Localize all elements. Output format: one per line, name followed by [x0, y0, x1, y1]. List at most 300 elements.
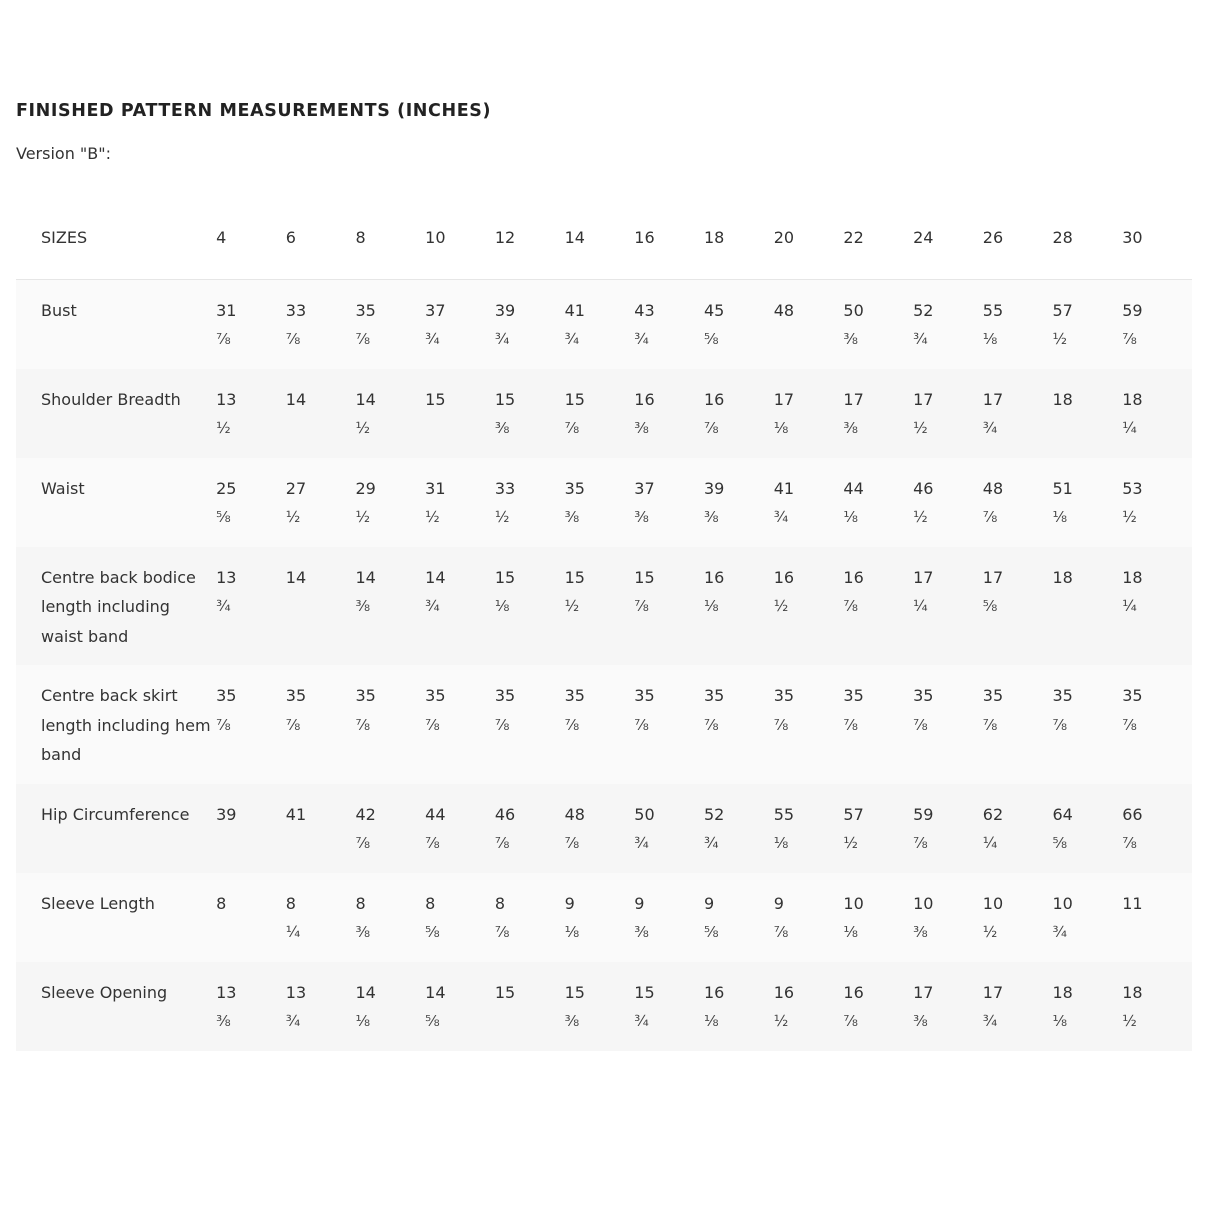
measurement-cell — [1122, 369, 1192, 458]
measurement-cell — [1122, 665, 1192, 784]
measurement-fraction: ⅞ — [425, 834, 440, 852]
measurement-fraction: ⅜ — [843, 419, 858, 437]
measurement-fraction: ⅝ — [1052, 834, 1068, 852]
measurement-cell — [565, 547, 635, 666]
measurement-fraction: ⅞ — [1052, 715, 1068, 734]
measurement-fraction: ¼ — [285, 923, 301, 941]
measurement-whole: 17 — [773, 389, 795, 409]
table-row — [16, 784, 1192, 873]
measurement-whole: 16 — [634, 389, 655, 409]
measurement-cell — [704, 547, 774, 666]
table-row — [16, 458, 1192, 547]
measurement-cell — [704, 369, 774, 458]
measurement-whole: 31 — [216, 300, 237, 320]
size-header-cell: 14 — [565, 200, 635, 279]
measurement-cell — [843, 369, 913, 458]
measurement-cell — [774, 962, 844, 1051]
measurement-whole: 17 — [913, 389, 934, 409]
measurement-cell — [216, 873, 286, 962]
measurement-cell — [1122, 547, 1192, 666]
table-row — [16, 547, 1192, 666]
size-header-cell: 22 — [843, 200, 913, 279]
measurement-whole: 66 — [1122, 804, 1143, 824]
measurement-whole: 17 — [982, 389, 1004, 409]
measurement-whole: 15 — [634, 567, 655, 587]
measurement-label: Sleeve Opening — [41, 982, 168, 1002]
measurement-label: Centre back bodice length including waist band — [41, 567, 196, 646]
measurement-cell — [843, 279, 913, 369]
measurement-fraction: ⅛ — [1052, 508, 1068, 526]
measurement-fraction: ¾ — [634, 1012, 649, 1030]
measurement-fraction: ¾ — [982, 1012, 998, 1030]
measurement-label: Hip Circumference — [41, 804, 190, 824]
measurement-cell — [983, 784, 1053, 873]
measurement-fraction: ½ — [355, 419, 371, 437]
measurement-cell — [355, 547, 425, 666]
measurement-fraction: ⅝ — [425, 1012, 440, 1030]
measurement-cell — [1053, 279, 1123, 369]
measurement-whole: 31 — [425, 478, 446, 498]
measurement-cell — [843, 458, 913, 547]
measurement-fraction: ⅞ — [773, 715, 789, 734]
measurement-fraction: ⅞ — [355, 330, 371, 348]
measurement-whole: 51 — [1052, 478, 1073, 498]
measurement-whole: 14 — [355, 982, 376, 1002]
measurement-fraction: ⅞ — [494, 715, 510, 734]
measurement-fraction: ⅛ — [843, 508, 858, 526]
measurement-cell — [286, 369, 356, 458]
measurement-whole: 18 — [1052, 982, 1073, 1002]
size-header-cell: 16 — [634, 200, 704, 279]
measurement-fraction: ⅞ — [285, 330, 301, 348]
measurement-whole: 15 — [494, 982, 516, 1002]
measurement-whole: 35 — [634, 686, 655, 705]
measurement-fraction: ½ — [1122, 508, 1137, 526]
measurement-fraction: ⅜ — [216, 1012, 231, 1030]
measurement-cell — [1053, 784, 1123, 873]
measurement-fraction: ¾ — [634, 834, 649, 852]
measurement-fraction: ⅝ — [982, 597, 998, 615]
table-body — [16, 279, 1192, 1051]
measurement-cell — [495, 369, 565, 458]
table-row — [16, 279, 1192, 369]
measurement-fraction: ⅞ — [216, 330, 231, 348]
measurement-whole: 16 — [773, 982, 795, 1002]
measurement-whole: 9 — [703, 893, 715, 913]
measurement-fraction: ⅞ — [494, 834, 510, 852]
measurement-cell — [286, 962, 356, 1051]
measurement-whole: 15 — [425, 389, 446, 409]
measurement-whole: 44 — [843, 478, 864, 498]
size-header-cell: 24 — [913, 200, 983, 279]
measurement-fraction: ⅛ — [355, 1012, 371, 1030]
measurement-fraction: ⅜ — [634, 923, 649, 941]
measurement-cell — [983, 547, 1053, 666]
measurement-fraction: ⅞ — [564, 834, 580, 852]
measurement-cell — [355, 873, 425, 962]
measurement-fraction: ⅞ — [634, 715, 649, 734]
measurement-cell — [565, 665, 635, 784]
measurement-whole: 15 — [494, 389, 516, 409]
measurement-whole: 39 — [703, 478, 725, 498]
measurement-fraction: ⅞ — [703, 419, 719, 437]
measurement-cell — [1053, 369, 1123, 458]
measurement-whole: 16 — [703, 567, 725, 587]
measurement-whole: 39 — [216, 804, 237, 824]
measurement-cell — [565, 279, 635, 369]
measurement-cell — [355, 458, 425, 547]
measurement-whole: 33 — [494, 478, 516, 498]
size-header-cell: 30 — [1122, 200, 1192, 279]
measurement-whole: 18 — [1122, 567, 1143, 587]
measurement-fraction: ¼ — [982, 834, 998, 852]
measurement-whole: 35 — [355, 300, 376, 320]
measurement-fraction: ⅞ — [634, 597, 649, 615]
measurement-cell — [634, 458, 704, 547]
measurement-fraction: ⅞ — [494, 923, 510, 941]
measurement-fraction: ⅜ — [634, 419, 649, 437]
measurement-cell — [425, 547, 495, 666]
measurement-fraction: ⅞ — [982, 715, 998, 734]
measurement-label: Sleeve Length — [41, 893, 155, 913]
measurement-cell — [1053, 873, 1123, 962]
measurement-cell — [983, 369, 1053, 458]
measurement-fraction: ⅞ — [773, 923, 789, 941]
measurement-fraction: ¼ — [913, 597, 928, 615]
table-row — [16, 665, 1192, 784]
measurement-fraction: ½ — [564, 597, 580, 615]
measurement-cell — [774, 665, 844, 784]
measurement-fraction: ⅞ — [703, 715, 719, 734]
table-row — [16, 369, 1192, 458]
measurement-cell — [425, 458, 495, 547]
measurement-fraction: ½ — [913, 419, 928, 437]
measurement-cell — [355, 279, 425, 369]
measurement-whole: 55 — [773, 804, 795, 824]
measurement-whole: 35 — [494, 686, 516, 705]
measurement-fraction: ⅛ — [494, 597, 510, 615]
measurement-whole: 16 — [703, 982, 725, 1002]
measurement-whole: 35 — [1052, 686, 1073, 705]
measurement-whole: 8 — [494, 893, 506, 913]
measurement-fraction: ¾ — [634, 330, 649, 348]
size-header-cell: 6 — [286, 200, 356, 279]
measurement-cell — [355, 784, 425, 873]
measurement-whole: 39 — [494, 300, 516, 320]
size-header-cell: 20 — [774, 200, 844, 279]
measurement-fraction: ⅜ — [703, 508, 719, 526]
measurement-fraction: ⅜ — [355, 597, 371, 615]
measurement-fraction: ⅞ — [1122, 834, 1137, 852]
measurement-whole: 13 — [216, 982, 237, 1002]
measurement-cell — [565, 873, 635, 962]
measurement-fraction: ½ — [773, 1012, 789, 1030]
measurement-fraction: ⅜ — [913, 1012, 928, 1030]
measurement-whole: 17 — [982, 567, 1004, 587]
measurement-fraction: ¼ — [1122, 419, 1137, 437]
measurement-cell — [1122, 962, 1192, 1051]
table-row — [16, 873, 1192, 962]
measurement-cell — [983, 962, 1053, 1051]
measurement-cell — [565, 962, 635, 1051]
measurement-fraction: ⅝ — [703, 330, 719, 348]
measurement-fraction: ¾ — [703, 834, 719, 852]
size-header-cell: 4 — [216, 200, 286, 279]
measurement-fraction: ⅞ — [355, 715, 371, 734]
measurement-whole: 14 — [425, 567, 446, 587]
measurement-whole: 13 — [216, 389, 237, 409]
size-header-cell: 8 — [355, 200, 425, 279]
measurement-whole: 15 — [494, 567, 516, 587]
measurement-cell — [216, 458, 286, 547]
measurement-cell — [634, 665, 704, 784]
measurement-cell — [216, 962, 286, 1051]
measurement-fraction: ⅞ — [913, 834, 928, 852]
measurement-fraction: ⅞ — [913, 715, 928, 734]
measurement-fraction: ⅝ — [703, 923, 719, 941]
measurement-fraction: ⅞ — [425, 715, 440, 734]
measurement-cell — [634, 279, 704, 369]
measurement-whole: 17 — [913, 567, 934, 587]
measurement-cell — [565, 784, 635, 873]
measurement-fraction: ⅛ — [703, 1012, 719, 1030]
measurement-whole: 48 — [982, 478, 1004, 498]
measurement-fraction: ⅝ — [216, 508, 231, 526]
measurement-whole: 10 — [1052, 893, 1073, 913]
measurement-whole: 14 — [285, 389, 307, 409]
measurement-whole: 43 — [634, 300, 655, 320]
measurement-fraction: ⅞ — [216, 715, 231, 734]
measurement-fraction: ¾ — [1052, 923, 1068, 941]
measurement-fraction: ½ — [216, 419, 231, 437]
size-header-cell: 10 — [425, 200, 495, 279]
measurement-cell — [913, 873, 983, 962]
measurement-label: Shoulder Breadth — [41, 389, 181, 409]
measurement-cell — [495, 784, 565, 873]
measurement-whole: 8 — [355, 893, 366, 913]
measurement-whole: 9 — [773, 893, 784, 913]
measurement-cell — [704, 962, 774, 1051]
measurement-whole: 35 — [773, 686, 795, 705]
measurement-cell — [1122, 279, 1192, 369]
measurement-fraction: ¾ — [913, 330, 928, 348]
measurement-cell — [983, 458, 1053, 547]
measurement-cell — [704, 873, 774, 962]
measurement-cell — [774, 458, 844, 547]
measurement-cell — [913, 665, 983, 784]
measurement-whole: 46 — [913, 478, 934, 498]
measurement-fraction: ⅛ — [773, 834, 789, 852]
measurement-cell — [634, 784, 704, 873]
measurement-fraction: ⅞ — [982, 508, 998, 526]
measurement-fraction: ¾ — [564, 330, 580, 348]
measurement-whole: 17 — [843, 389, 864, 409]
measurement-whole: 35 — [913, 686, 934, 705]
measurement-fraction: ¾ — [216, 597, 231, 615]
measurement-whole: 48 — [773, 300, 795, 320]
measurement-cell — [774, 547, 844, 666]
measurement-cell — [216, 665, 286, 784]
measurement-cell — [286, 547, 356, 666]
size-header-cell: 12 — [495, 200, 565, 279]
measurement-fraction: ¾ — [425, 330, 440, 348]
measurement-cell — [425, 279, 495, 369]
measurement-fraction: ⅜ — [355, 923, 371, 941]
measurement-cell — [774, 873, 844, 962]
measurement-label: Waist — [41, 478, 85, 498]
measurement-whole: 10 — [982, 893, 1004, 913]
measurement-whole: 64 — [1052, 804, 1073, 824]
measurement-whole: 18 — [1122, 389, 1143, 409]
measurement-whole: 53 — [1122, 478, 1143, 498]
size-header-cell: 18 — [704, 200, 774, 279]
measurement-fraction: ⅞ — [564, 419, 580, 437]
measurement-whole: 41 — [773, 478, 795, 498]
measurement-whole: 35 — [1122, 686, 1143, 705]
measurement-whole: 33 — [285, 300, 307, 320]
measurement-fraction: ½ — [913, 508, 928, 526]
measurement-whole: 15 — [634, 982, 655, 1002]
measurement-cell — [913, 458, 983, 547]
measurement-fraction: ⅜ — [843, 330, 858, 348]
measurement-fraction: ⅞ — [1122, 715, 1137, 734]
measurement-label: Bust — [41, 300, 77, 320]
measurement-whole: 44 — [425, 804, 446, 824]
measurement-cell — [565, 369, 635, 458]
measurement-whole: 14 — [355, 389, 376, 409]
measurement-whole: 13 — [216, 567, 237, 587]
measurement-cell — [425, 665, 495, 784]
measurement-cell — [774, 279, 844, 369]
measurement-whole: 46 — [494, 804, 516, 824]
measurement-fraction: ½ — [1052, 330, 1068, 348]
measurement-whole: 35 — [564, 478, 585, 498]
measurement-whole: 35 — [982, 686, 1004, 705]
measurement-whole: 15 — [564, 389, 585, 409]
measurement-whole: 37 — [634, 478, 655, 498]
measurement-whole: 25 — [216, 478, 237, 498]
version-label: Version "B": — [16, 144, 112, 163]
measurement-fraction: ¾ — [773, 508, 789, 526]
measurement-fraction: ⅛ — [773, 419, 789, 437]
measurement-whole: 57 — [1052, 300, 1073, 320]
measurement-fraction: ⅛ — [843, 923, 858, 941]
measurement-fraction: ⅛ — [703, 597, 719, 615]
measurement-cell — [1122, 784, 1192, 873]
measurement-fraction: ⅛ — [1052, 1012, 1068, 1030]
measurement-whole: 8 — [425, 893, 436, 913]
measurement-cell — [425, 369, 495, 458]
measurement-whole: 59 — [913, 804, 934, 824]
measurement-cell — [634, 369, 704, 458]
measurement-whole: 35 — [703, 686, 725, 705]
measurement-whole: 11 — [1122, 893, 1143, 913]
measurement-cell — [495, 962, 565, 1051]
measurement-whole: 57 — [843, 804, 864, 824]
measurement-cell — [843, 873, 913, 962]
measurement-whole: 29 — [355, 478, 376, 498]
measurement-whole: 45 — [703, 300, 725, 320]
measurement-whole: 8 — [216, 893, 227, 913]
measurement-cell — [216, 784, 286, 873]
measurement-cell — [634, 873, 704, 962]
measurement-cell — [1122, 873, 1192, 962]
table-header-row — [16, 200, 1192, 279]
measurement-fraction: ⅜ — [494, 419, 510, 437]
measurement-whole: 13 — [285, 982, 307, 1002]
measurement-whole: 35 — [355, 686, 376, 705]
measurement-whole: 9 — [564, 893, 575, 913]
measurement-whole: 27 — [285, 478, 307, 498]
measurement-fraction: ⅜ — [634, 508, 649, 526]
measurement-cell — [843, 665, 913, 784]
measurement-cell — [425, 873, 495, 962]
measurement-whole: 15 — [564, 982, 585, 1002]
measurement-cell — [843, 962, 913, 1051]
measurement-fraction: ⅞ — [843, 597, 858, 615]
measurement-cell — [1053, 665, 1123, 784]
measurement-whole: 15 — [564, 567, 585, 587]
measurement-fraction: ¼ — [1122, 597, 1137, 615]
measurement-cell — [913, 547, 983, 666]
measurement-cell — [216, 547, 286, 666]
measurement-whole: 35 — [285, 686, 307, 705]
measurement-cell — [913, 784, 983, 873]
measurement-fraction: ½ — [773, 597, 789, 615]
measurement-fraction: ⅞ — [843, 1012, 858, 1030]
measurement-whole: 9 — [634, 893, 645, 913]
measurement-cell — [1053, 547, 1123, 666]
measurement-whole: 35 — [564, 686, 585, 705]
measurement-whole: 16 — [773, 567, 795, 587]
page-title: FINISHED PATTERN MEASUREMENTS (INCHES) — [16, 101, 492, 121]
measurement-cell — [913, 962, 983, 1051]
measurement-cell — [1053, 962, 1123, 1051]
measurement-fraction: ⅜ — [913, 923, 928, 941]
measurement-cell — [495, 279, 565, 369]
measurement-cell — [216, 279, 286, 369]
measurement-cell — [425, 784, 495, 873]
measurement-whole: 35 — [425, 686, 446, 705]
measurement-whole: 18 — [1052, 567, 1073, 587]
measurement-fraction: ⅞ — [285, 715, 301, 734]
measurement-fraction: ¾ — [425, 597, 440, 615]
measurement-fraction: ⅜ — [564, 1012, 580, 1030]
measurement-cell — [704, 665, 774, 784]
measurement-whole: 16 — [843, 982, 864, 1002]
measurement-fraction: ¾ — [494, 330, 510, 348]
measurement-whole: 41 — [564, 300, 585, 320]
measurement-cell — [1053, 458, 1123, 547]
measurement-cell — [774, 784, 844, 873]
measurement-whole: 55 — [982, 300, 1004, 320]
measurement-fraction: ¾ — [982, 419, 998, 437]
measurement-cell — [983, 873, 1053, 962]
measurement-whole: 16 — [703, 389, 725, 409]
size-header-cell: 28 — [1053, 200, 1123, 279]
measurement-cell — [843, 547, 913, 666]
measurement-cell — [843, 784, 913, 873]
measurement-whole: 62 — [982, 804, 1004, 824]
measurement-cell — [286, 873, 356, 962]
measurement-fraction: ½ — [494, 508, 510, 526]
measurement-whole: 10 — [843, 893, 864, 913]
measurement-cell — [704, 279, 774, 369]
measurement-whole: 14 — [285, 567, 307, 587]
measurement-cell — [495, 458, 565, 547]
measurement-whole: 16 — [843, 567, 864, 587]
measurement-whole: 52 — [703, 804, 725, 824]
